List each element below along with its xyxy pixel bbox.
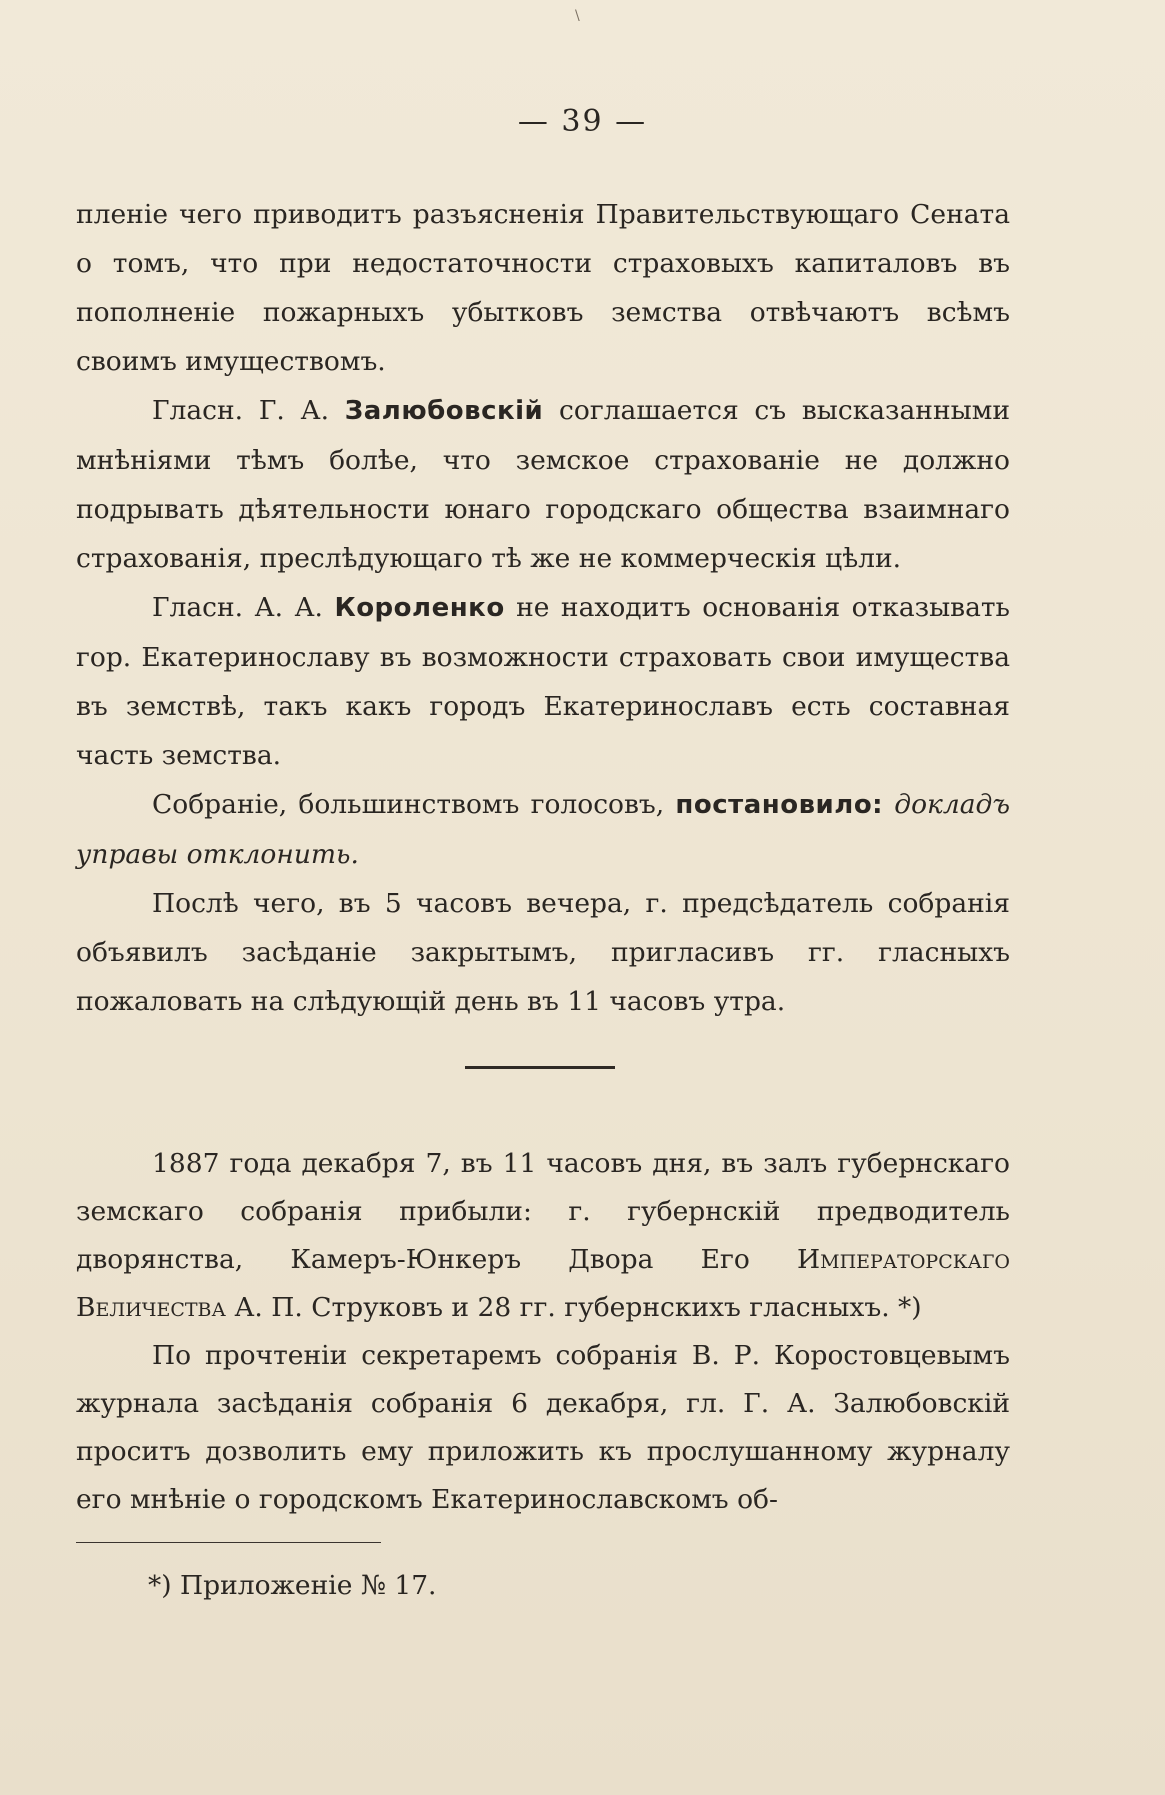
paragraph-resolution — [76, 780, 1010, 879]
second-section — [76, 1140, 1010, 1524]
footnote: *) Приложеніе № 17. — [148, 1570, 437, 1601]
speaker-text: не находитъ основанія отказывать гор. Екатеринославу въ возможности страховать свои имущества въ земствѣ, такъ какъ городъ Екатеринославъ есть составная часть земства. — [76, 592, 1010, 771]
footnote-rule — [76, 1542, 381, 1543]
printing-mark: \ — [575, 8, 580, 24]
paragraph-closing: Послѣ чего, въ 5 часовъ вечера, г. предсѣдатель собранія объявилъ засѣданіе закрытымъ, пригласивъ гг. гласныхъ пожаловать на слѣдующій день въ 11 часовъ утра. — [76, 888, 1010, 1017]
paragraph-korolenko — [76, 583, 1010, 780]
speaker-prefix: Гласн. Г. А. — [152, 395, 345, 426]
paragraph-zalubovsky — [76, 386, 1010, 583]
speaker-name: Залюбовскій — [344, 396, 544, 426]
paragraph-reading: По прочтеніи секретаремъ собранія В. Р. Коростовцевымъ журнала засѣданія собранія 6 декабря, гл. Г. А. Залюбовскій проситъ дозволить ему приложить къ прослушанному журналу его мнѣніе о городскомъ Екатеринославскомъ об- — [76, 1340, 1010, 1515]
paragraph-session-opening: 1887 года декабря 7, въ 11 часовъ дня, въ залъ губернскаго земскаго собранія прибыли: г. губернскій предводитель дворянства, Камеръ-Юнкеръ Двора Его Императорскаго Величества А. П. Струковъ и 28 гг. губернскихъ гласныхъ. *) — [76, 1148, 1010, 1323]
resolution-text: докладъ управы отклонить. — [76, 789, 1010, 870]
section-divider — [465, 1066, 615, 1069]
speaker-prefix: Гласн. А. А. — [152, 592, 335, 623]
speaker-text: соглашается съ высказанными мнѣніями тѣмъ болѣе, что земское страхованіе не должно подрывать дѣятельности юнаго городскаго общества взаимнаго страхованія, преслѣдующаго тѣ же не коммерческія цѣли. — [76, 395, 1010, 574]
paragraph-continuation: пленіе чего приводитъ разъясненія Правительствующаго Сената о томъ, что при недостаточности страховыхъ капиталовъ въ пополненіе пожарныхъ убытковъ земства отвѣчаютъ всѣмъ своимъ имуществомъ. — [76, 199, 1010, 377]
speaker-name: Короленко — [334, 593, 505, 623]
page-number: — 39 — — [517, 104, 648, 139]
main-text-column — [76, 190, 1010, 1026]
resolution-keyword: постановило: — [675, 790, 884, 820]
resolution-prefix: Собраніе, большинствомъ голосовъ, — [152, 789, 676, 820]
